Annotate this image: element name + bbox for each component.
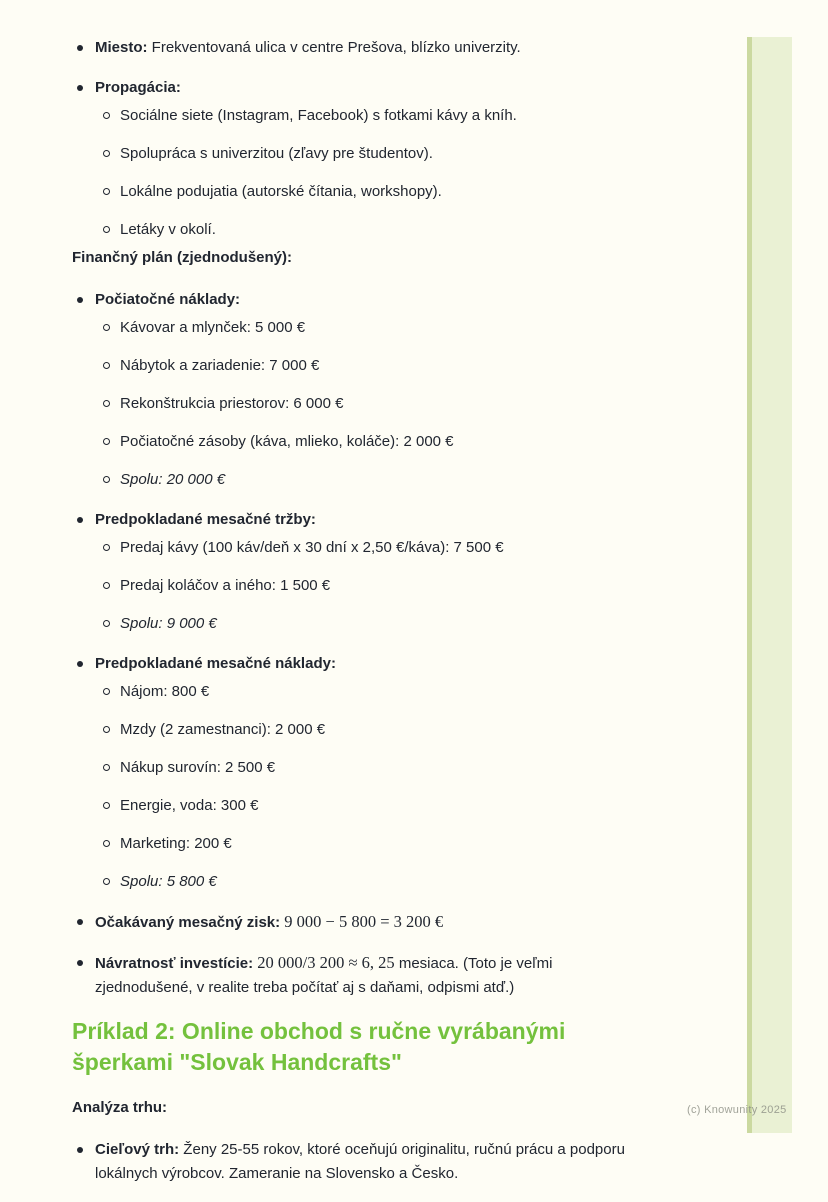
list-item: [95, 104, 732, 128]
list-item-navratnost: [72, 951, 610, 1000]
analyza-list: [72, 1138, 732, 1186]
item-text: Marketing: 200 €: [120, 835, 232, 852]
top-bullet-list: [72, 36, 732, 242]
item-text: Letáky v okolí.: [120, 221, 216, 238]
item-text: mesiaca. (Toto je veľmi zjednodušené, v realite treba počítať aj s daňami, odpismi atď.): [95, 955, 553, 996]
document-content: [72, 28, 732, 1202]
list-item: [95, 218, 732, 242]
naklady-sublist: [95, 680, 732, 894]
list-item: [95, 718, 732, 742]
list-item: [95, 536, 732, 560]
item-text: Nábytok a zariadenie: 7 000 €: [120, 357, 320, 374]
list-item-miesto: [72, 36, 732, 60]
list-item-total: [95, 870, 732, 894]
item-total-text: Spolu: 20 000 €: [120, 471, 226, 488]
item-total-text: Spolu: 5 800 €: [120, 873, 217, 890]
list-item: [95, 316, 732, 340]
list-item-total: [95, 468, 732, 492]
list-item: [95, 832, 732, 856]
section-heading-analyza-trhu: Analýza trhu:: [72, 1099, 168, 1116]
item-text: Nájom: 800 €: [120, 683, 210, 700]
list-item: [95, 430, 732, 454]
section-heading-financny-plan: Finančný plán (zjednodušený):: [72, 249, 293, 266]
list-item-cielovy-trh: [72, 1138, 640, 1186]
item-label: Miesto:: [95, 39, 148, 56]
list-item: [95, 574, 732, 598]
list-item: [95, 392, 732, 416]
item-text: Sociálne siete (Instagram, Facebook) s fotkami kávy a kníh.: [120, 107, 517, 124]
section-title-priklad2: Príklad 2: Online obchod s ručne vyrábanými šperkami "Slovak Handcrafts": [72, 1018, 566, 1075]
item-text: Spolupráca s univerzitou (zľavy pre študentov).: [120, 145, 433, 162]
item-text: Lokálne podujatia (autorské čítania, workshopy).: [120, 183, 442, 200]
item-text: Ženy 25-55 rokov, ktoré oceňujú originalitu, ručnú prácu a podporu lokálnych výrobcov. Zameranie na Slovensko a Česko.: [95, 1141, 625, 1182]
list-item-mesacne-naklady: [72, 652, 732, 894]
list-item-total: [95, 612, 732, 636]
item-label: Očakávaný mesačný zisk:: [95, 914, 281, 931]
item-label: Propagácia:: [95, 79, 181, 96]
trzby-sublist: [95, 536, 732, 636]
page-edge-bar: [747, 37, 792, 1133]
item-text: Kávovar a mlynček: 5 000 €: [120, 319, 306, 336]
list-item: [95, 180, 732, 204]
item-text: Nákup surovín: 2 500 €: [120, 759, 276, 776]
item-label: Návratnosť investície:: [95, 955, 254, 972]
list-item: [95, 354, 732, 378]
item-total-text: Spolu: 9 000 €: [120, 615, 217, 632]
list-item: [95, 756, 732, 780]
pociatocne-sublist: [95, 316, 732, 492]
item-text: Mzdy (2 zamestnanci): 2 000 €: [120, 721, 326, 738]
item-label: Predpokladané mesačné tržby:: [95, 511, 316, 528]
list-item-zisk: [72, 910, 732, 935]
list-item: [95, 680, 732, 704]
item-label: Predpokladané mesačné náklady:: [95, 655, 336, 672]
list-item-pociatocne-naklady: [72, 288, 732, 492]
financial-plan-list: [72, 288, 732, 1000]
list-item-mesacne-trzby: [72, 508, 732, 636]
math-expression: 9 000 − 5 800 = 3 200 €: [284, 912, 444, 931]
watermark: (c) Knowunity 2025: [687, 1104, 787, 1116]
list-item: [95, 142, 732, 166]
item-text: Rekonštrukcia priestorov: 6 000 €: [120, 395, 344, 412]
item-text: Energie, voda: 300 €: [120, 797, 259, 814]
propagacia-sublist: [95, 104, 732, 242]
item-text: Predaj koláčov a iného: 1 500 €: [120, 577, 331, 594]
item-text: Frekventovaná ulica v centre Prešova, blízko univerzity.: [147, 39, 521, 56]
list-item-propagacia: [72, 76, 732, 242]
item-text: Predaj kávy (100 káv/deň x 30 dní x 2,50 €/káva): 7 500 €: [120, 539, 504, 556]
item-text: Počiatočné zásoby (káva, mlieko, koláče): 2 000 €: [120, 433, 454, 450]
item-label: Cieľový trh:: [95, 1141, 180, 1158]
item-label: Počiatočné náklady:: [95, 291, 241, 308]
math-expression: 20 000/3 200 ≈ 6, 25: [257, 953, 395, 972]
list-item: [95, 794, 732, 818]
